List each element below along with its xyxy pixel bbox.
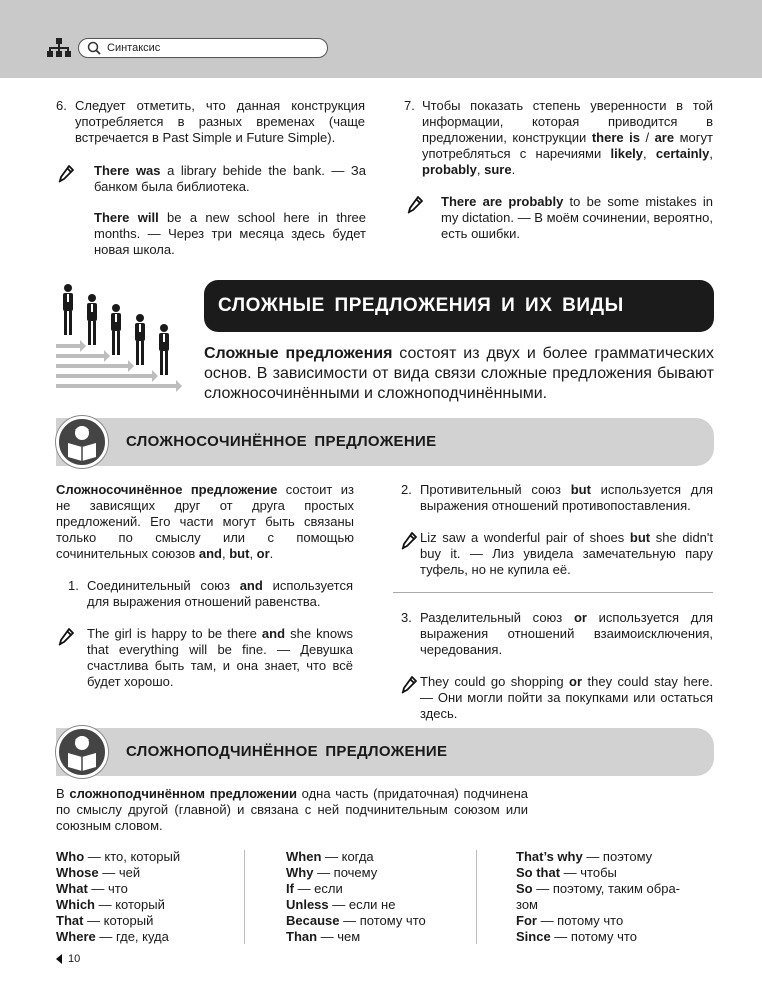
compound-title: СЛОЖНОСОЧИНЁННОЕ ПРЕДЛОЖЕНИЕ [126,433,437,450]
item-6-number: 6. [56,98,67,113]
search-box[interactable] [78,38,328,58]
item-7-text: Чтобы показать степень уверенности в той информации, которая приводится в предложении, конструкции there is / are могут употребляться с наречиями likely, certainly, probably, sure. [422,98,713,177]
reader-icon [59,729,105,775]
conjunction-list-1 [56,849,236,945]
list-item: What — что [56,881,128,896]
section-title: СЛОЖНЫЕ ПРЕДЛОЖЕНИЯ И ИХ ВИДЫ [218,295,624,316]
pen-icon [58,628,74,646]
complex-title: СЛОЖНОПОДЧИНЁННОЕ ПРЕДЛОЖЕНИЕ [126,743,448,760]
section-lead: Сложные предложения состоят из двух и более грамматических основ. В зависимости от вида связи сложные предложения бывают сложносочинёнными и сложноподчинёнными. [204,345,714,402]
list-item: If — если [286,881,343,896]
item-3-number: 3. [401,610,412,625]
list-item: For — потому что [516,913,624,928]
pen-icon [401,676,417,694]
complex-subheader [56,728,714,776]
item-3-text: Разделительный союз or используется для выражения отношений взаимоисключения, чередования. [420,610,713,657]
people-steps-illustration [50,282,188,400]
list-item: That — который [56,913,154,928]
search-label: Синтаксис [107,42,161,54]
reader-icon-circle [56,416,108,468]
pen-icon [401,532,417,550]
page-footer [56,953,80,965]
list-item: Since — потому что [516,929,637,944]
triangle-left-icon [56,954,62,964]
section-banner [204,280,714,332]
top-bar [0,0,762,78]
list-item: Whose — чей [56,865,141,880]
conjunction-list-3 [516,849,716,945]
list-item: Where — где, куда [56,929,169,944]
hierarchy-icon [46,38,72,58]
list-item: Who — кто, который [56,849,181,864]
pen-icon [407,196,423,214]
column-divider [244,850,245,944]
list-item: So — поэтому, таким обра- [516,881,681,896]
example-there-was: There was a library behide the bank. — За банком была библиотека. [94,163,366,194]
example-and: The girl is happy to be there and she knows that everything will be fine. — Девушка счастлива быть там, и она знает, что всё будет хорошо. [87,626,353,689]
list-item: Which — который [56,897,165,912]
item-6-text: Следует отметить, что данная конструкция употребляется в разных временах (чаще встречается в Past Simple и Future Simple). [75,98,365,145]
item-1-number: 1. [68,578,79,593]
page-number: 10 [68,953,81,965]
item-7-number: 7. [404,98,415,113]
compound-subheader [56,418,714,466]
pen-icon [58,165,74,183]
list-item: Why — почему [286,865,378,880]
list-item: зом [516,897,538,912]
item-2-text: Противительный союз but используется для выражения отношений противопоставления. [420,482,714,513]
list-item: When — когда [286,849,374,864]
example-there-will: There will be a new school here in three months. — Через три месяца здесь будет новая школа. [94,210,366,257]
search-icon [87,41,101,55]
reader-icon [59,419,105,465]
item-2-number: 2. [401,482,412,497]
list-item: Unless — если не [286,897,396,912]
example-or: They could go shopping or they could stay here. — Они могли пойти за покупками или остаться здесь. [420,674,713,721]
reader-icon-circle [56,726,108,778]
list-item: Than — чем [286,929,361,944]
list-item: So that — чтобы [516,865,617,880]
list-item: That’s why — поэтому [516,849,653,864]
example-but: Liz saw a wonderful pair of shoes but she didn't buy it. — Лиз увидела замечательную пару туфель, но не купила её. [420,530,714,577]
divider [393,592,713,593]
compound-intro: Сложносочинённое предложение состоит из не зависящих друг от друга простых предложений. Его части могут быть связаны только по смыслу или с помощью сочинительных союзов and, but, or. [56,482,354,561]
conjunction-list-2 [286,849,466,945]
column-divider [476,850,477,944]
list-item: Because — потому что [286,913,426,928]
item-1-text: Соединительный союз and используется для выражения отношений равенства. [87,578,353,609]
complex-intro: В сложноподчинённом предложении одна часть (придаточная) подчинена по смыслу другой (главной) и связана с ней подчинительным союзом или союзным словом. [56,786,528,833]
example-there-are-probably: There are probably to be some mistakes in my dictation. — В моём сочинении, вероятно, есть ошибки. [441,194,713,241]
